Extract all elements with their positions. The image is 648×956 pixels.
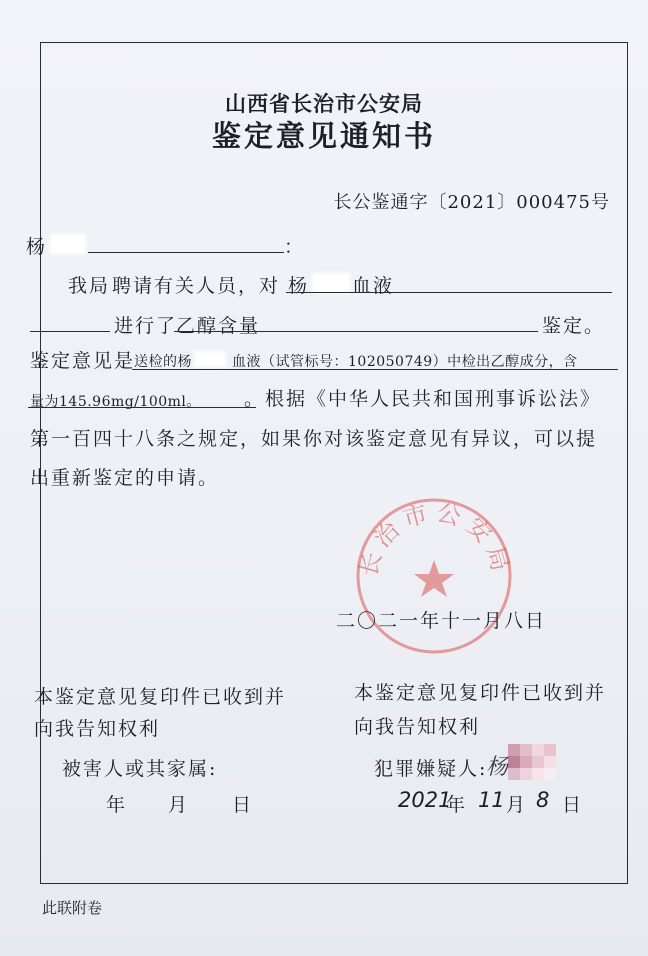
receipt-left-line1: 本鉴定意见复印件已收到并	[34, 686, 287, 708]
addressee-underline	[88, 252, 284, 253]
receipt-right-line2: 向我告知权利	[354, 716, 481, 738]
receipt-left-line2: 向我告知权利	[34, 718, 161, 740]
para1-name: 杨	[288, 275, 310, 297]
opinion-label: 鉴定意见是	[30, 350, 136, 372]
issuing-organization: 山西省长治市公安局	[225, 91, 423, 116]
document-title: 鉴定意见通知书	[211, 119, 436, 153]
para1-underline	[286, 292, 612, 293]
svg-text:长治市公安局: 长治市公安局	[353, 498, 516, 580]
right-date-year-unit: 年	[446, 794, 468, 816]
suspect-signature: 杨	[486, 755, 509, 780]
document-number: 长公鉴通字〔2021〕000475号	[333, 192, 610, 213]
opinion-underline-2	[28, 407, 256, 408]
para1-hired: 聘请有关人员，对	[112, 275, 281, 297]
para2-prefix: 进行了	[114, 315, 178, 337]
left-date-day-unit: 日	[232, 794, 254, 816]
issue-date: 二〇二一年十一月八日	[336, 610, 547, 632]
addressee-colon: ：	[284, 236, 306, 258]
law-line-3: 出重新鉴定的申请。	[30, 467, 220, 489]
para2-suffix: 鉴定。	[542, 315, 606, 337]
footer-note: 此联附卷	[42, 899, 103, 917]
right-date-day: 8	[536, 788, 550, 812]
redaction-mark	[194, 351, 226, 367]
opinion-part1: 送检的杨	[134, 354, 192, 370]
left-date-year-unit: 年	[106, 794, 128, 816]
left-date-month-unit: 月	[168, 794, 190, 816]
official-seal	[352, 494, 516, 658]
addressee-name: 杨	[26, 236, 48, 258]
receipt-right-line1: 本鉴定意见复印件已收到并	[354, 682, 607, 704]
para1-item: 血液	[352, 275, 395, 297]
right-date-month-unit: 月	[506, 794, 528, 816]
signature-mosaic	[508, 744, 556, 780]
victim-label: 被害人或其家属:	[62, 758, 218, 780]
right-date-year: 2021	[398, 788, 452, 812]
right-date-day-unit: 日	[562, 794, 584, 816]
opinion-underline-1	[132, 369, 618, 370]
para2-item: 乙醇含量	[176, 315, 261, 337]
right-date-month: 11	[478, 788, 505, 812]
opinion-part3: 量为145.96mg/100ml。	[30, 394, 201, 410]
law-line-1: 。根据《中华人民共和国刑事诉讼法》	[244, 388, 602, 410]
redaction-mark	[312, 273, 350, 293]
redaction-mark	[50, 234, 86, 254]
law-line-2: 第一百四十八条之规定，如果你对该鉴定意见有异议，可以提	[30, 428, 598, 450]
para2-lead-underline	[30, 331, 110, 332]
suspect-label: 犯罪嫌疑人:	[374, 758, 488, 780]
opinion-part2: 血液（试管标号：102050749）中检出乙醇成分，含	[232, 354, 578, 370]
para2-underline	[174, 331, 538, 332]
para1-prefix: 我局	[68, 275, 111, 297]
